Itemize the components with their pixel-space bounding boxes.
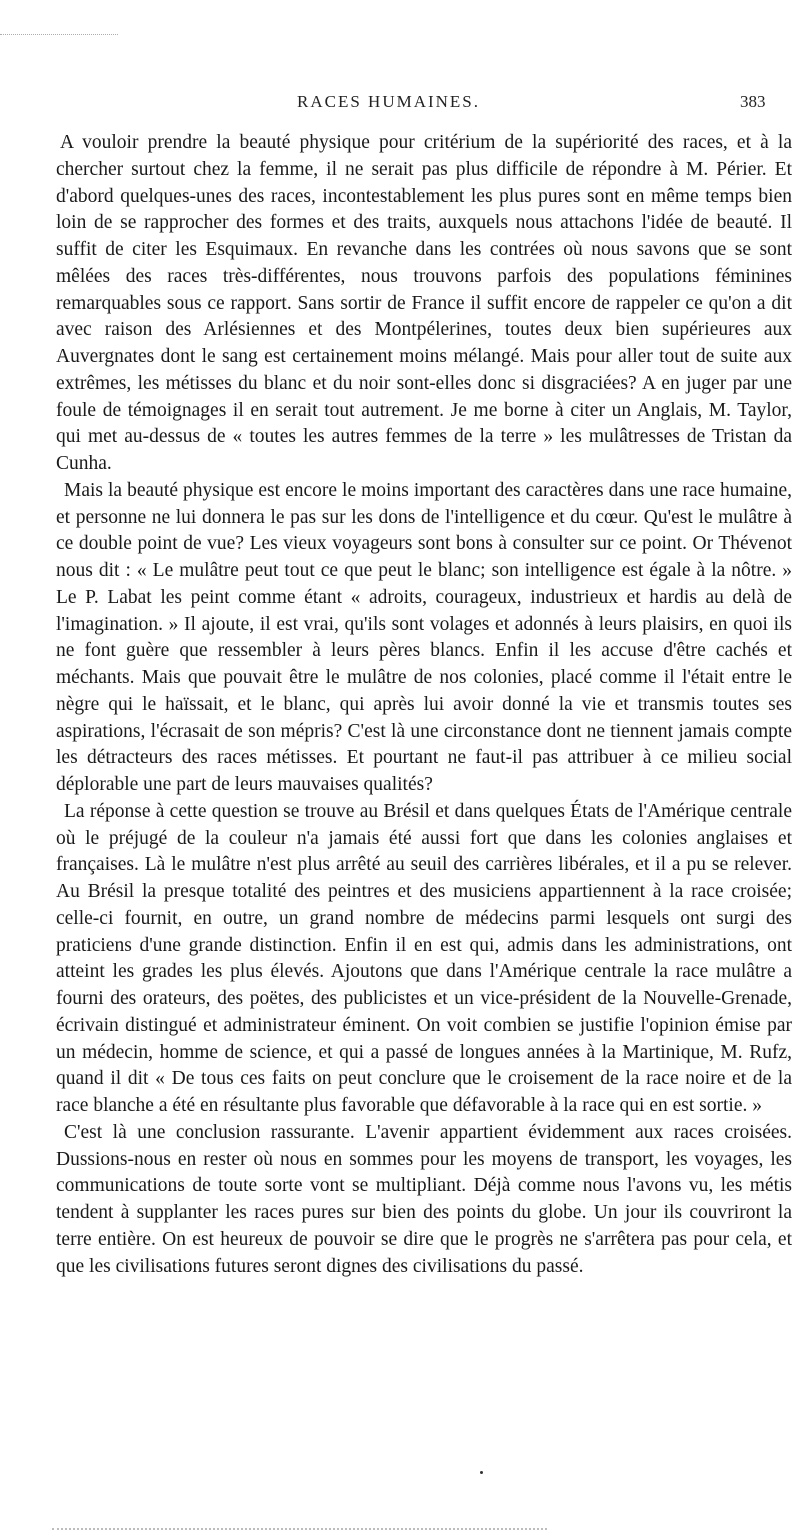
paragraph-conclusion: C'est là une conclusion rassurante. L'avenir appartient évidemment aux races croisées. Dussions-nous en rester où nous en sommes pour les moyens de transport, les voyages, les communications de toute sorte vont se multipliant. Déjà comme nous l'avons vu, les métis tendent à supplanter les races pures sur bien des points du globe. Un jour ils couvriront la terre entière. On est heureux de pouvoir se dire que le progrès ne s'arrêtera pas pour cela, et que les civilisations futures seront dignes des civilisations du passé. [56,1121,792,1277]
scan-artifact-bottom [52,1528,547,1532]
scan-artifact-dot [480,1471,483,1474]
paragraph-beauty: A vouloir prendre la beauté physique pour critérium de la supériorité des races, et à la chercher surtout chez la femme, il ne serait pas plus difficile de répondre à M. Périer. Et d'abord quelques-unes des races, incontestablement les plus pures sont en même temps bien loin de se rapprocher des formes et des traits, auxquels nous attachons l'idée de beauté. Il suffit de citer les Esquimaux. En revanche dans les contrées où nous savons que se sont mêlées des races très-différentes, nous trouvons parfois des populations féminines remarquables sous ce rapport. Sans sortir de France il suffit encore de rappeler ce qu'on a dit avec raison des Arlésiennes et des Montpélerines, toutes deux bien supérieures aux Auvergnates dont le sang est certainement moins mélangé. Mais pour aller tout de suite aux extrêmes, les métisses du blanc et du noir sont-elles donc si disgraciées? A en juger par une foule de témoignages il en serait tout autrement. Je me borne à citer un Anglais, M. Taylor, qui met au-dessus de « toutes les autres femmes de la terre » les mulâtresses de Tristan da Cunha. [56,132,792,474]
page-number: 383 [740,92,766,111]
paragraph-intelligence: Mais la beauté physique est encore le moins important des caractères dans une race humaine, et personne ne lui donnera le pas sur les dons de l'intelligence et du cœur. Qu'est le mulâtre à ce double point de vue? Les vieux voyageurs sont bons à consulter sur ce point. Or Thévenot nous dit : « Le mulâtre peut tout ce que peut le blanc; son intelligence est égale à la nôtre. » Le P. Labat les peint comme étant « adroits, courageux, industrieux et hardis au delà de l'imagination. » Il ajoute, il est vrai, qu'ils sont volages et adonnés à leurs plaisirs, en quoi ils ne font guère que ressembler à leurs pères blancs. Enfin il les accuse d'être cachés et méchants. Mais que pouvait être le mulâtre de nos colonies, placé comme il l'était entre le nègre qui le haïssait, et le blanc, qui après lui avoir donné la vie et transmis toutes ses aspirations, l'écrasait de son mépris? C'est là une circonstance dont ne tiennent jamais compte les détracteurs des races métisses. Et pourtant ne faut-il pas attribuer à ce milieu social déplorable une part de leurs mauvaises qualités? [56,479,792,795]
paragraph-bresil: La réponse à cette question se trouve au Brésil et dans quelques États de l'Amérique centrale où le préjugé de la couleur n'a jamais été aussi fort que dans les colonies anglaises et françaises. Là le mulâtre n'est plus arrêté au seuil des carrières libérales, et il a pu se relever. Au Brésil la presque totalité des peintres et des musiciens appartiennent à la race croisée; celle-ci fournit, en outre, un grand nombre de médecins parmi lesquels ont surgi des praticiens d'une grande distinction. Enfin il en est qui, admis dans les administrations, ont atteint les grades les plus élevés. Ajoutons que dans l'Amérique centrale la race mulâtre a fourni des orateurs, des poëtes, des publicistes et un vice-président de la Nouvelle-Grenade, écrivain distingué et administrateur éminent. On voit combien se justifie l'opinion émise par un médecin, homme de science, et qui a passé de longues années à la Martinique, M. Rufz, quand il dit « De tous ces faits on peut conclure que le croisement de la race noire et de la race blanche a été en résultante plus favorable que défavorable à la race qui en est sortie. » [56,800,792,1116]
running-header [0,92,800,118]
running-title: RACES HUMAINES. [297,92,481,111]
body-text [56,130,792,1280]
scan-artifact-top [0,34,118,38]
